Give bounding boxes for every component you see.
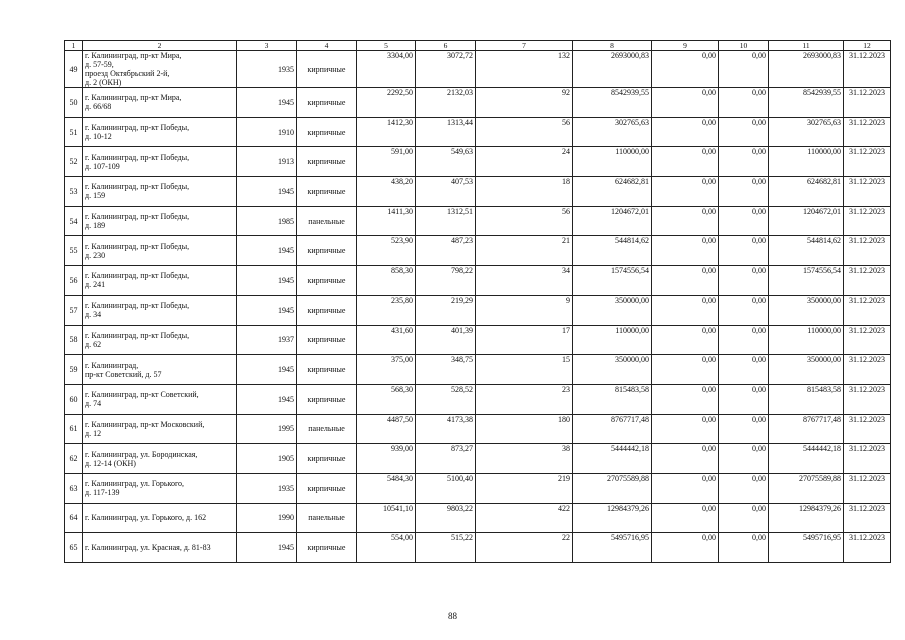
wall-material-cell: кирпичные [297,236,357,266]
address-line: г. Калининград, пр-кт Советский, [85,390,199,400]
address-line: д. 230 [85,250,106,260]
deadline-cell: 31.12.2023 [844,533,891,563]
year-cell: 1945 [237,355,297,385]
owners-cost-cell: 110000,00 [769,325,844,355]
wall-material-cell: панельные [297,503,357,533]
page-number: 88 [448,611,457,621]
residents-count-cell: 23 [476,384,573,414]
address-line: г. Калининград, пр-кт Победы, [85,330,190,340]
table-row [65,384,891,414]
fund-cost-cell: 0,00 [652,51,719,88]
owners-cost-cell: 5444442,18 [769,444,844,474]
deadline-cell: 31.12.2023 [844,51,891,88]
owners-cost-cell: 1574556,54 [769,266,844,296]
living-area-cell: 873,27 [416,444,476,474]
address-cell [83,444,237,474]
address-line: г. Калининград, пр-кт Мира, [85,93,182,103]
address-cell [83,295,237,325]
deadline-cell: 31.12.2023 [844,266,891,296]
total-cost-cell: 8767717,48 [573,414,652,444]
deadline-cell: 31.12.2023 [844,325,891,355]
table-row [65,117,891,147]
year-cell: 1995 [237,414,297,444]
year-cell: 1945 [237,266,297,296]
row-number: 55 [65,236,83,266]
residents-count-cell: 132 [476,51,573,88]
residents-count-cell: 9 [476,295,573,325]
fund-cost-cell: 0,00 [652,88,719,118]
living-area-cell: 528,52 [416,384,476,414]
total-area-cell: 939,00 [357,444,416,474]
residents-count-cell: 180 [476,414,573,444]
deadline-cell: 31.12.2023 [844,295,891,325]
fund-cost-cell: 0,00 [652,147,719,177]
row-number: 56 [65,266,83,296]
total-cost-cell: 27075589,88 [573,473,652,503]
total-cost-cell: 350000,00 [573,295,652,325]
owners-cost-cell: 2693000,83 [769,51,844,88]
total-area-cell: 431,60 [357,325,416,355]
address-line: г. Калининград, пр-кт Победы, [85,271,190,281]
total-cost-cell: 110000,00 [573,325,652,355]
regional-cost-cell: 0,00 [719,117,769,147]
year-cell: 1990 [237,503,297,533]
address-line: г. Калининград, ул. Горького, д. 162 [85,513,207,523]
address-line: д. 12-14 (ОКН) [85,458,136,468]
row-number: 62 [65,444,83,474]
total-cost-cell: 8542939,55 [573,88,652,118]
table-row [65,444,891,474]
table-row [65,355,891,385]
address-line: г. Калининград, пр-кт Победы, [85,212,190,222]
address-line: д. 74 [85,399,102,409]
table-row [65,206,891,236]
owners-cost-cell: 12984379,26 [769,503,844,533]
table-body [65,51,891,563]
address-cell [83,414,237,444]
fund-cost-cell: 0,00 [652,117,719,147]
total-area-cell: 1411,30 [357,206,416,236]
column-number-5: 5 [357,41,416,51]
deadline-cell: 31.12.2023 [844,88,891,118]
table-row [65,177,891,207]
address-cell [83,206,237,236]
owners-cost-cell: 544814,62 [769,236,844,266]
owners-cost-cell: 27075589,88 [769,473,844,503]
column-number-10: 10 [719,41,769,51]
row-number: 50 [65,88,83,118]
table-row [65,88,891,118]
address-line: д. 159 [85,191,106,201]
table-row [65,473,891,503]
total-area-cell: 235,80 [357,295,416,325]
residents-count-cell: 92 [476,88,573,118]
housing-register-table [64,40,891,563]
wall-material-cell: кирпичные [297,325,357,355]
total-cost-cell: 815483,58 [573,384,652,414]
residents-count-cell: 21 [476,236,573,266]
wall-material-cell: кирпичные [297,266,357,296]
wall-material-cell: кирпичные [297,117,357,147]
year-cell: 1910 [237,117,297,147]
column-number-row [65,41,891,51]
total-cost-cell: 350000,00 [573,355,652,385]
total-area-cell: 375,00 [357,355,416,385]
total-cost-cell: 5495716,95 [573,533,652,563]
address-line: г. Калининград, ул. Красная, д. 81-83 [85,543,211,553]
regional-cost-cell: 0,00 [719,473,769,503]
address-line: д. 107-109 [85,161,120,171]
table-row [65,533,891,563]
address-line: д. 57-59, [85,60,114,69]
year-cell: 1945 [237,88,297,118]
address-cell [83,266,237,296]
row-number: 51 [65,117,83,147]
residents-count-cell: 17 [476,325,573,355]
deadline-cell: 31.12.2023 [844,236,891,266]
address-cell [83,355,237,385]
wall-material-cell: кирпичные [297,533,357,563]
total-area-cell: 858,30 [357,266,416,296]
living-area-cell: 5100,40 [416,473,476,503]
living-area-cell: 549,63 [416,147,476,177]
row-number: 49 [65,51,83,88]
row-number: 63 [65,473,83,503]
deadline-cell: 31.12.2023 [844,414,891,444]
residents-count-cell: 34 [476,266,573,296]
living-area-cell: 3072,72 [416,51,476,88]
total-area-cell: 4487,50 [357,414,416,444]
owners-cost-cell: 5495716,95 [769,533,844,563]
regional-cost-cell: 0,00 [719,355,769,385]
address-line: д. 34 [85,310,102,320]
column-number-8: 8 [573,41,652,51]
living-area-cell: 407,53 [416,177,476,207]
residents-count-cell: 15 [476,355,573,385]
fund-cost-cell: 0,00 [652,206,719,236]
column-number-11: 11 [769,41,844,51]
row-number: 53 [65,177,83,207]
total-cost-cell: 544814,62 [573,236,652,266]
row-number: 61 [65,414,83,444]
address-line: д. 2 (ОКН) [85,78,122,87]
column-number-3: 3 [237,41,297,51]
regional-cost-cell: 0,00 [719,147,769,177]
regional-cost-cell: 0,00 [719,206,769,236]
fund-cost-cell: 0,00 [652,177,719,207]
total-area-cell: 3304,00 [357,51,416,88]
table-row [65,503,891,533]
living-area-cell: 487,23 [416,236,476,266]
deadline-cell: 31.12.2023 [844,206,891,236]
address-line: пр-кт Советский, д. 57 [85,369,162,379]
living-area-cell: 798,22 [416,266,476,296]
column-number-12: 12 [844,41,891,51]
regional-cost-cell: 0,00 [719,88,769,118]
wall-material-cell: кирпичные [297,177,357,207]
total-area-cell: 2292,50 [357,88,416,118]
address-cell [83,236,237,266]
address-cell [83,177,237,207]
living-area-cell: 219,29 [416,295,476,325]
total-area-cell: 568,30 [357,384,416,414]
address-line: г. Калининград, ул. Горького, [85,479,185,489]
fund-cost-cell: 0,00 [652,533,719,563]
living-area-cell: 9803,22 [416,503,476,533]
owners-cost-cell: 350000,00 [769,295,844,325]
total-cost-cell: 5444442,18 [573,444,652,474]
total-area-cell: 10541,10 [357,503,416,533]
year-cell: 1985 [237,206,297,236]
living-area-cell: 1312,51 [416,206,476,236]
residents-count-cell: 56 [476,206,573,236]
deadline-cell: 31.12.2023 [844,177,891,207]
total-area-cell: 554,00 [357,533,416,563]
year-cell: 1937 [237,325,297,355]
year-cell: 1945 [237,533,297,563]
address-line: г. Калининград, пр-кт Мира, [85,51,182,60]
regional-cost-cell: 0,00 [719,444,769,474]
address-cell [83,533,237,563]
address-cell [83,51,237,88]
living-area-cell: 515,22 [416,533,476,563]
year-cell: 1935 [237,51,297,88]
address-line: г. Калининград, пр-кт Победы, [85,152,190,162]
total-cost-cell: 302765,63 [573,117,652,147]
address-line: г. Калининград, пр-кт Победы, [85,301,190,311]
year-cell: 1945 [237,295,297,325]
living-area-cell: 2132,03 [416,88,476,118]
row-number: 52 [65,147,83,177]
owners-cost-cell: 1204672,01 [769,206,844,236]
living-area-cell: 1313,44 [416,117,476,147]
deadline-cell: 31.12.2023 [844,384,891,414]
living-area-cell: 401,39 [416,325,476,355]
owners-cost-cell: 302765,63 [769,117,844,147]
table-row [65,295,891,325]
total-cost-cell: 2693000,83 [573,51,652,88]
address-line: г. Калининград, пр-кт Московский, [85,419,205,429]
year-cell: 1913 [237,147,297,177]
address-cell [83,384,237,414]
table-row [65,266,891,296]
year-cell: 1905 [237,444,297,474]
year-cell: 1935 [237,473,297,503]
deadline-cell: 31.12.2023 [844,473,891,503]
residents-count-cell: 38 [476,444,573,474]
total-area-cell: 1412,30 [357,117,416,147]
regional-cost-cell: 0,00 [719,533,769,563]
address-cell [83,147,237,177]
column-number-1: 1 [65,41,83,51]
owners-cost-cell: 815483,58 [769,384,844,414]
wall-material-cell: кирпичные [297,88,357,118]
address-cell [83,473,237,503]
fund-cost-cell: 0,00 [652,473,719,503]
address-line: д. 62 [85,339,102,349]
year-cell: 1945 [237,384,297,414]
residents-count-cell: 24 [476,147,573,177]
wall-material-cell: кирпичные [297,147,357,177]
year-cell: 1945 [237,236,297,266]
address-line: д. 117-139 [85,488,120,498]
address-cell [83,503,237,533]
table-row [65,147,891,177]
regional-cost-cell: 0,00 [719,51,769,88]
total-cost-cell: 12984379,26 [573,503,652,533]
owners-cost-cell: 110000,00 [769,147,844,177]
wall-material-cell: кирпичные [297,51,357,88]
regional-cost-cell: 0,00 [719,384,769,414]
column-number-7: 7 [476,41,573,51]
deadline-cell: 31.12.2023 [844,444,891,474]
total-cost-cell: 1574556,54 [573,266,652,296]
total-area-cell: 5484,30 [357,473,416,503]
fund-cost-cell: 0,00 [652,444,719,474]
address-line: г. Калининград, пр-кт Победы, [85,123,190,133]
regional-cost-cell: 0,00 [719,414,769,444]
residents-count-cell: 56 [476,117,573,147]
wall-material-cell: кирпичные [297,355,357,385]
total-area-cell: 523,90 [357,236,416,266]
residents-count-cell: 219 [476,473,573,503]
living-area-cell: 4173,38 [416,414,476,444]
total-area-cell: 438,20 [357,177,416,207]
fund-cost-cell: 0,00 [652,295,719,325]
row-number: 54 [65,206,83,236]
deadline-cell: 31.12.2023 [844,503,891,533]
residents-count-cell: 422 [476,503,573,533]
row-number: 64 [65,503,83,533]
address-line: д. 66/68 [85,102,112,112]
fund-cost-cell: 0,00 [652,266,719,296]
deadline-cell: 31.12.2023 [844,117,891,147]
row-number: 60 [65,384,83,414]
owners-cost-cell: 8542939,55 [769,88,844,118]
regional-cost-cell: 0,00 [719,177,769,207]
deadline-cell: 31.12.2023 [844,147,891,177]
total-area-cell: 591,00 [357,147,416,177]
fund-cost-cell: 0,00 [652,414,719,444]
table-row [65,236,891,266]
residents-count-cell: 22 [476,533,573,563]
year-cell: 1945 [237,177,297,207]
wall-material-cell: кирпичные [297,295,357,325]
wall-material-cell: кирпичные [297,384,357,414]
total-cost-cell: 1204672,01 [573,206,652,236]
fund-cost-cell: 0,00 [652,236,719,266]
column-number-9: 9 [652,41,719,51]
wall-material-cell: панельные [297,206,357,236]
regional-cost-cell: 0,00 [719,266,769,296]
total-cost-cell: 110000,00 [573,147,652,177]
address-line: проезд Октябрьский 2-й, [85,69,170,78]
address-line: г. Калининград, ул. Бородинская, [85,449,198,459]
fund-cost-cell: 0,00 [652,503,719,533]
address-line: д. 241 [85,280,106,290]
column-number-4: 4 [297,41,357,51]
owners-cost-cell: 8767717,48 [769,414,844,444]
wall-material-cell: кирпичные [297,444,357,474]
fund-cost-cell: 0,00 [652,325,719,355]
row-number: 59 [65,355,83,385]
living-area-cell: 348,75 [416,355,476,385]
fund-cost-cell: 0,00 [652,384,719,414]
address-line: д. 10-12 [85,132,112,142]
regional-cost-cell: 0,00 [719,295,769,325]
table-row [65,414,891,444]
address-line: г. Калининград, пр-кт Победы, [85,241,190,251]
address-line: г. Калининград, пр-кт Победы, [85,182,190,192]
wall-material-cell: панельные [297,414,357,444]
column-number-2: 2 [83,41,237,51]
deadline-cell: 31.12.2023 [844,355,891,385]
owners-cost-cell: 624682,81 [769,177,844,207]
total-cost-cell: 624682,81 [573,177,652,207]
fund-cost-cell: 0,00 [652,355,719,385]
table-row [65,325,891,355]
wall-material-cell: кирпичные [297,473,357,503]
residents-count-cell: 18 [476,177,573,207]
address-line: г. Калининград, [85,360,139,370]
address-cell [83,117,237,147]
address-cell [83,325,237,355]
table-row [65,51,891,88]
column-number-6: 6 [416,41,476,51]
row-number: 65 [65,533,83,563]
regional-cost-cell: 0,00 [719,236,769,266]
address-line: д. 12 [85,428,102,438]
row-number: 57 [65,295,83,325]
regional-cost-cell: 0,00 [719,503,769,533]
address-line: д. 189 [85,221,106,231]
address-cell [83,88,237,118]
regional-cost-cell: 0,00 [719,325,769,355]
owners-cost-cell: 350000,00 [769,355,844,385]
row-number: 58 [65,325,83,355]
